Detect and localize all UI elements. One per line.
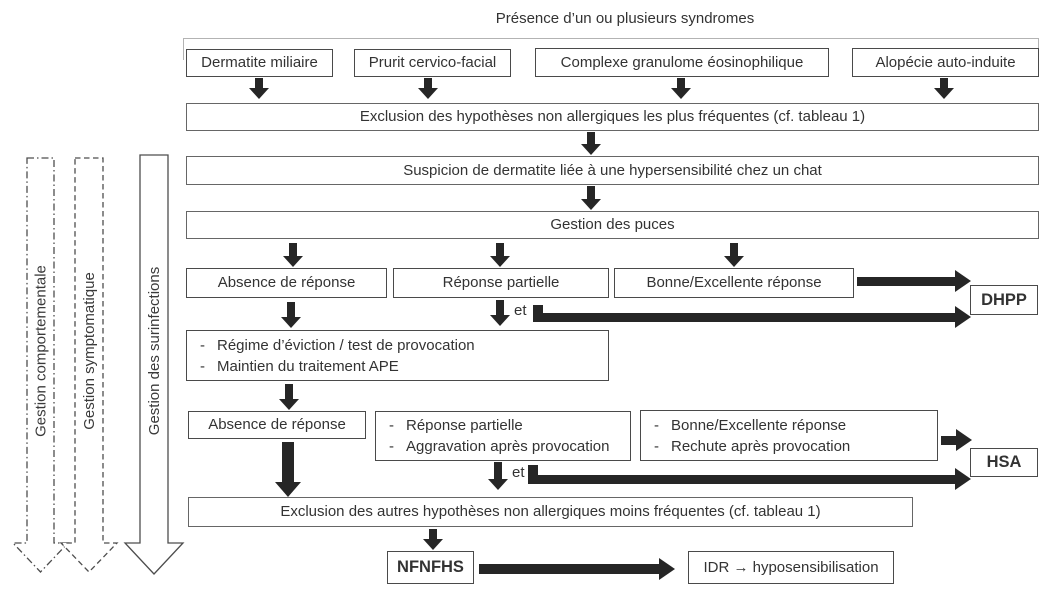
step-label: Suspicion de dermatite liée à une hypersensibilité chez un chat	[403, 161, 822, 179]
down-arrow	[280, 302, 302, 328]
outcome-label: Absence de réponse	[217, 274, 356, 292]
down-arrow	[248, 78, 270, 99]
outcome-box-partial-response-1	[393, 268, 609, 298]
list-item-text: Maintien du traitement APE	[217, 357, 399, 375]
diagnosis-box-nfnfhs	[387, 551, 474, 584]
arrow-to-idr-bar	[479, 564, 659, 574]
behavior-management-label: Gestion comportementale	[32, 265, 50, 437]
down-arrow	[670, 78, 692, 99]
diagnosis-label: NFNFHS	[397, 558, 464, 577]
outcome-box-no-response-2	[188, 411, 366, 439]
down-arrow	[490, 300, 510, 326]
outcome-label: Absence de réponse	[208, 416, 346, 434]
arrow-to-dhpp-head	[955, 270, 971, 292]
outcome-box-good-response-1	[614, 268, 854, 298]
list-item	[187, 335, 608, 356]
elbow-arrow-bar	[528, 475, 955, 484]
down-arrow	[278, 384, 300, 410]
elbow-arrow-head	[955, 468, 971, 490]
step-exclusion-frequent	[186, 103, 1039, 131]
down-arrow	[417, 78, 439, 99]
list-item	[376, 415, 630, 436]
box-idr-hyposensibilisation	[688, 551, 894, 584]
list-item	[376, 436, 630, 457]
outcome-box-no-response-1	[186, 268, 387, 298]
outcome-label: Bonne/Excellente réponse	[646, 274, 822, 292]
syndrome-box-prurit-cervico-facial	[354, 49, 511, 77]
elbow-arrow-head	[955, 306, 971, 328]
down-arrow	[723, 243, 745, 267]
down-arrow-large	[274, 442, 302, 497]
and-label-1: et	[514, 302, 527, 319]
list-item-text: Aggravation après provocation	[406, 438, 610, 455]
list-item-text: Rechute après provocation	[671, 437, 851, 455]
bullet-dash: -	[200, 336, 205, 354]
and-label-2: et	[512, 464, 525, 481]
diagnosis-box-hsa	[970, 448, 1038, 477]
list-item-text: Bonne/Excellente réponse	[671, 416, 847, 434]
outcome-box-good-response-2	[640, 410, 938, 461]
step-label: Exclusion des hypothèses non allergiques les plus fréquentes (cf. tableau 1)	[359, 108, 866, 126]
down-arrow	[933, 78, 955, 99]
arrow-to-hsa-bar	[941, 436, 956, 445]
step-label: Exclusion des autres hypothèses non allergiques moins fréquentes (cf. tableau 1)	[280, 503, 821, 521]
diagnosis-label: DHPP	[981, 290, 1027, 309]
syndrome-label: Alopécie auto-induite	[875, 53, 1016, 71]
list-item	[641, 415, 937, 436]
list-item	[187, 356, 608, 377]
symptomatic-management-label: Gestion symptomatique	[81, 272, 98, 430]
bullet-dash: -	[389, 438, 394, 455]
syndrome-box-alopecie	[852, 48, 1039, 77]
step-label: Gestion des puces	[550, 216, 675, 234]
bullet-dash: -	[200, 357, 205, 375]
syndrome-label: Prurit cervico-facial	[368, 54, 497, 72]
diagram-title: Présence d’un ou plusieurs syndromes	[495, 10, 755, 27]
outcome-box-partial-response-2	[375, 411, 631, 461]
step-gestion-puces	[186, 211, 1039, 239]
syndrome-label: Dermatite miliaire	[201, 54, 318, 72]
list-item	[641, 436, 937, 457]
down-arrow	[422, 529, 444, 550]
down-arrow	[580, 132, 602, 155]
elbow-arrow-bar	[533, 313, 955, 322]
bullet-dash: -	[654, 437, 659, 455]
step-exclusion-rare	[188, 497, 913, 527]
list-item-text: Régime d’éviction / test de provocation	[217, 336, 475, 354]
diagnosis-box-dhpp	[970, 285, 1038, 315]
diagnosis-label: HSA	[986, 453, 1022, 472]
superinfection-management-label: Gestion des surinfections	[146, 266, 163, 436]
side-management-arrows	[5, 148, 195, 588]
syndrome-box-dermatite-miliaire	[186, 49, 333, 77]
down-arrow	[488, 462, 508, 490]
outcome-label: Réponse partielle	[442, 274, 560, 292]
arrow-to-dhpp-bar	[857, 277, 955, 286]
treatment-label: IDR → hyposensibilisation	[703, 558, 879, 576]
arrow-to-idr-head	[659, 558, 675, 580]
step-suspicion-hypersensibilite	[186, 156, 1039, 185]
down-arrow	[580, 186, 602, 210]
bullet-dash: -	[654, 416, 659, 434]
list-item-text: Réponse partielle	[406, 417, 523, 434]
down-arrow	[489, 243, 511, 267]
down-arrow	[282, 243, 304, 267]
syndrome-label: Complexe granulome éosinophilique	[560, 53, 804, 71]
syndrome-box-complexe-granulome	[535, 48, 829, 77]
bullet-dash: -	[389, 417, 394, 434]
box-elimination-diet	[186, 330, 609, 381]
